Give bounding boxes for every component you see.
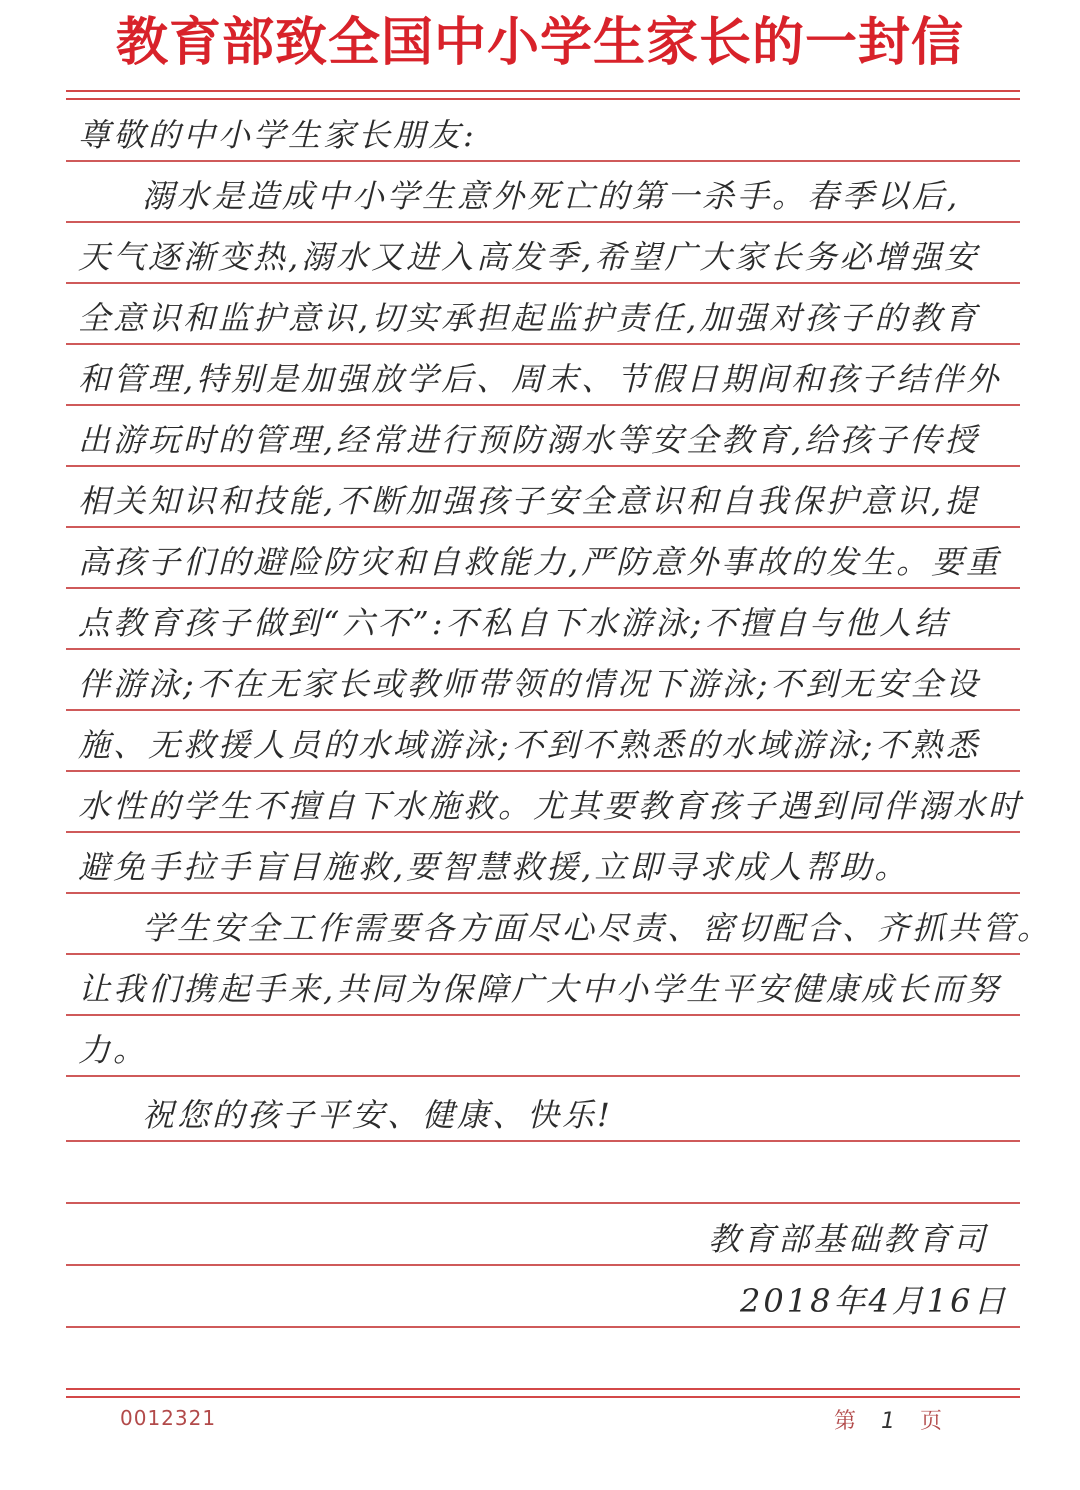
ruled-line <box>66 953 1020 955</box>
ruled-line <box>66 1075 1020 1077</box>
letter-title: 教育部致全国中小学生家长的一封信 <box>115 13 964 73</box>
ruled-line <box>66 587 1020 589</box>
letter-line: 溺水是造成中小学生意外死亡的第一杀手。春季以后, <box>142 177 961 215</box>
ruled-line <box>66 1014 1020 1016</box>
ruled-line <box>66 404 1020 406</box>
letter-line: 让我们携起手来,共同为保障广大中小学生平安健康成长而努 <box>78 970 1002 1008</box>
ruled-line <box>66 1202 1020 1204</box>
ruled-line <box>66 1264 1020 1266</box>
ruled-line <box>66 709 1020 711</box>
header-rule-top <box>66 90 1020 92</box>
page-suffix: 页 <box>920 1409 943 1434</box>
salutation: 尊敬的中小学生家长朋友: <box>78 116 477 154</box>
letter-line: 全意识和监护意识,切实承担起监护责任,加强对孩子的教育 <box>78 299 980 337</box>
signature: 教育部基础教育司 <box>708 1220 989 1258</box>
ruled-line <box>66 526 1020 528</box>
letter-line: 施、无救援人员的水域游泳;不到不熟悉的水域游泳;不熟悉 <box>78 726 981 764</box>
closing-line: 祝您的孩子平安、健康、快乐! <box>142 1096 613 1134</box>
letter-line: 相关知识和技能,不断加强孩子安全意识和自我保护意识,提 <box>78 482 980 520</box>
ruled-line <box>66 892 1020 894</box>
letter-line: 伴游泳;不在无家长或教师带领的情况下游泳;不到无安全设 <box>78 665 981 703</box>
letter-line: 避免手拉手盲目施救,要智慧救援,立即寻求成人帮助。 <box>78 848 910 886</box>
ruled-line <box>66 343 1020 345</box>
ruled-line <box>66 831 1020 833</box>
letter-line: 和管理,特别是加强放学后、周末、节假日期间和孩子结伴外 <box>78 360 1002 398</box>
page-indicator <box>834 1404 942 1435</box>
letter-line: 点教育孩子做到“六不”:不私自下水游泳;不擅自与他人结 <box>78 604 950 642</box>
letter-line: 水性的学生不擅自下水施救。尤其要教育孩子遇到同伴溺水时 <box>78 787 1024 825</box>
ruled-line <box>66 770 1020 772</box>
ruled-line <box>66 465 1020 467</box>
ruled-line <box>66 221 1020 223</box>
ruled-line <box>66 1140 1020 1142</box>
letter-line: 高孩子们的避险防灾和自救能力,严防意外事故的发生。要重 <box>78 543 1002 581</box>
document-code: 0012321 <box>120 1406 217 1430</box>
ruled-line <box>66 1326 1020 1328</box>
letter-line: 力。 <box>78 1031 149 1069</box>
letter-line: 学生安全工作需要各方面尽心尽责、密切配合、齐抓共管。 <box>142 909 1053 947</box>
ruled-line <box>66 282 1020 284</box>
page-number: 1 <box>881 1409 896 1434</box>
page-prefix: 第 <box>834 1409 857 1434</box>
footer-rule-top <box>66 1388 1020 1390</box>
footer-rule-bottom <box>66 1396 1020 1398</box>
header-rule-bottom <box>66 98 1020 100</box>
letter-date: 2018年4月16日 <box>740 1282 1009 1320</box>
ruled-line <box>66 648 1020 650</box>
letter-line: 天气逐渐变热,溺水又进入高发季,希望广大家长务必增强安 <box>78 238 980 276</box>
letter-line: 出游玩时的管理,经常进行预防溺水等安全教育,给孩子传授 <box>78 421 980 459</box>
ruled-line <box>66 160 1020 162</box>
